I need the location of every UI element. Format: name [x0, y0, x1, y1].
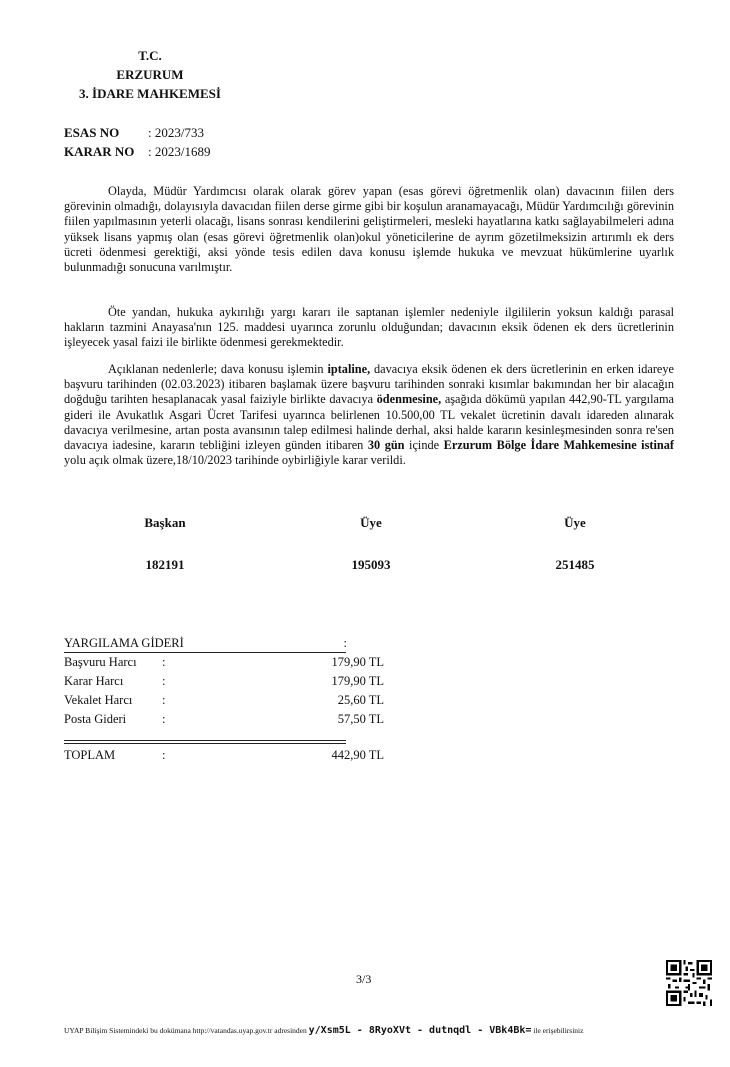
- cost-total-divider-top: [64, 740, 346, 741]
- cost-colon: :: [162, 693, 166, 707]
- header-tc: T.C.: [138, 48, 162, 63]
- paragraph-3-text-e: aşağıda dökümü yapılan 442,90-TL yargılama gideri ile Avukatlık Asgari Ücret Tarifesi uyarınca belirlenen 10.500,00 TL vekalet ücretinin davalı idareden alınarak davacıya verilmesine, artan posta avansının talep edilmesi halinde derhal, aksi halde kararın kesinleşmesinden sonra re'sen davacıya iadesine, kararın tebliğini izleyen günden itibaren: [64, 392, 674, 453]
- cost-row: [64, 693, 384, 711]
- footer-text: UYAP Bilişim Sistemindeki bu dokümana http://vatandas.uyap.gov.tr adresinden: [64, 1026, 307, 1035]
- paragraph-1: [64, 184, 674, 275]
- cost-label: Karar Harcı: [64, 674, 124, 688]
- paragraph-3-bold-court: Erzurum Bölge İdare Mahkemesine istinaf: [443, 438, 674, 453]
- paragraph-3-text-a: Açıklanan nedenlerle; dava konusu işlemin: [108, 362, 328, 376]
- cost-table: [64, 636, 384, 766]
- paragraph-3-bold-days: 30 gün: [367, 438, 405, 453]
- qr-code-icon: [666, 960, 712, 1006]
- signature-member1-role: Üye: [360, 515, 382, 530]
- case-info: [64, 123, 210, 161]
- paragraph-3-text-g: içinde: [404, 438, 444, 453]
- paragraph-3-text-c: davacıya eksik ödenen ek ders ücretlerinin en erken idareye başvuru tarihinden (02.03.2023) itibaren başlamak üzere başvuru tarihinden sonraki kısımlar bakımından her bir alacağın doğduğu tarihten hesaplanacak yasal faiziyle birlikte davacıya: [64, 362, 674, 407]
- header-city: ERZURUM: [116, 67, 184, 82]
- cost-colon: :: [162, 655, 166, 669]
- footer-verification-code: y/Xsm5L - 8RyoXVt - dutnqdl - VBk4Bk=: [308, 1025, 532, 1036]
- cost-amount: 57,50 TL: [337, 712, 384, 726]
- signature-member1-id: 195093: [351, 557, 391, 572]
- signature-member2-id: 251485: [555, 557, 595, 572]
- cost-row: [64, 712, 384, 730]
- esas-row: [64, 123, 210, 142]
- cost-total-colon: :: [162, 748, 166, 762]
- paragraph-3: [64, 362, 674, 468]
- cost-total-amount: 442,90 TL: [331, 748, 384, 762]
- cost-amount: 25,60 TL: [337, 693, 384, 707]
- esas-value: : 2023/733: [148, 125, 204, 140]
- cost-label: Başvuru Harcı: [64, 655, 137, 669]
- paragraph-3-text-i: yolu açık olmak üzere,18/10/2023 tarihinde oybirliğiyle karar verildi.: [64, 453, 406, 468]
- header-court: 3. İDARE MAHKEMESİ: [79, 86, 221, 101]
- footer-suffix: ile erişebilirsiniz: [533, 1026, 584, 1035]
- cost-total-row: [64, 748, 384, 766]
- karar-label: KARAR NO: [64, 144, 135, 159]
- footer: [64, 1025, 583, 1036]
- paragraph-1-text: Olayda, Müdür Yardımcısı olarak olarak görev yapan (esas görevi öğretmenlik olan) davacının fiilen ders görevinin olmadığı, dolayısıyla davacıdan fiilen derse girme gibi bir koşulun aranamayacağı, Müdür Yardımcılığı görevinin fiilen yapılmasının yeterli olacağı, lisans sonrası kendilerini geliştirmeleri, mesleki hayatlarına katkı sağlayabilmeleri adına yüksek lisans yapmış olan (esas görevi öğretmenlik olan)okul yöneticilerine de ayrım gözetilmeksizin artırımlı ek ders ücreti ödenmesi gerektiği, aksi yönde tesis edilen dava konusu işlemde hukuka ve mevzuat hükümlerine uyarlık bulunmadığı sonucuna varılmıştır.: [64, 184, 674, 275]
- cost-label: Vekalet Harcı: [64, 693, 133, 707]
- cost-title-colon: :: [343, 636, 347, 650]
- karar-value: : 2023/1689: [148, 144, 211, 159]
- cost-total-label: TOPLAM: [64, 748, 116, 762]
- cost-title: YARGILAMA GİDERİ: [64, 636, 184, 650]
- court-header: [50, 46, 250, 103]
- cost-row: [64, 674, 384, 692]
- karar-row: [64, 142, 210, 161]
- cost-amount: 179,90 TL: [331, 674, 384, 688]
- signature-president-role: Başkan: [144, 515, 186, 530]
- page-number: 3/3: [356, 972, 372, 986]
- paragraph-3-bold-iptal: iptaline,: [327, 362, 371, 376]
- signature-president-id: 182191: [145, 557, 185, 572]
- cost-colon: :: [162, 712, 166, 726]
- cost-colon: :: [162, 674, 166, 688]
- esas-label: ESAS NO: [64, 125, 120, 140]
- cost-title-underline: [64, 652, 346, 653]
- paragraph-3-bold-odenme: ödenmesine,: [376, 392, 442, 407]
- cost-row: [64, 655, 384, 673]
- cost-total-divider-bottom: [64, 743, 346, 744]
- cost-label: Posta Gideri: [64, 712, 127, 726]
- paragraph-2: [64, 305, 674, 351]
- cost-amount: 179,90 TL: [331, 655, 384, 669]
- paragraph-2-text: Öte yandan, hukuka aykırılığı yargı kararı ile saptanan işlemler nedeniyle ilgililerin yoksun kaldığı parasal hakların tazmini Anayasa'nın 125. maddesi uyarınca zorunlu olduğundan; davacının eksik ödenen ek ders ücretlerinin işleyecek yasal faizi ile birlikte ödenmesi gerekmektedir.: [64, 305, 674, 350]
- signature-member2-role: Üye: [564, 515, 586, 530]
